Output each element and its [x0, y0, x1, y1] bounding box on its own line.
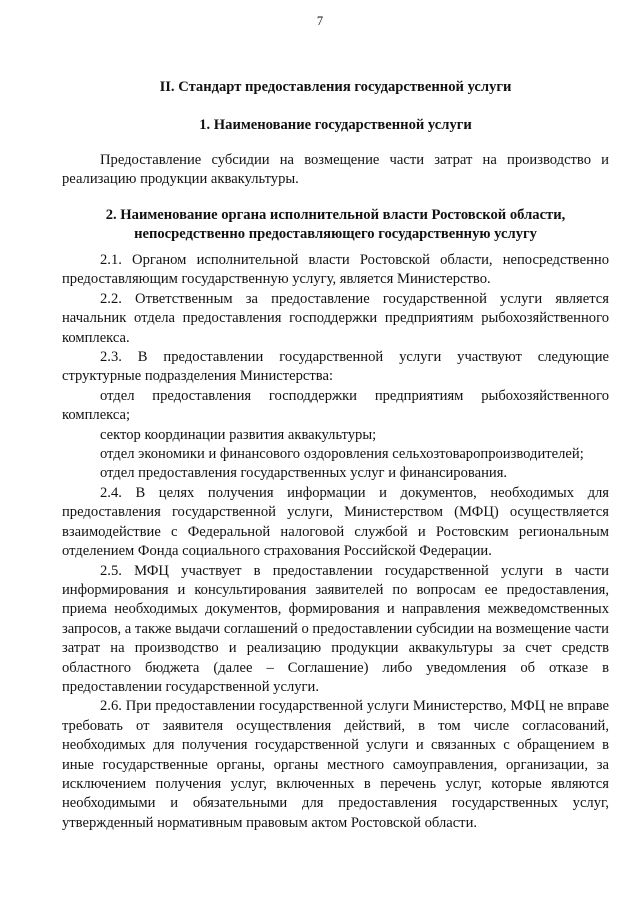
subsection-2-title-line2: непосредственно предоставляющего государственную услугу — [134, 226, 537, 242]
subsection-1-body — [62, 151, 609, 190]
paragraph: Предоставление субсидии на возмещение части затрат на производство и реализацию продукции аквакультуры. — [62, 152, 609, 188]
paragraph-2-1: 2.1. Органом исполнительной власти Ростовской области, непосредственно предоставляющим государственную услугу, является Министерство. — [62, 252, 609, 288]
list-item: отдел предоставления господдержки предприятиям рыбохозяйственного комплекса; — [62, 387, 609, 424]
section-title: II. Стандарт предоставления государственной услуги — [159, 79, 512, 95]
subsection-2-title-line1: 2. Наименование органа исполнительной власти Ростовской области, — [105, 207, 566, 223]
paragraph-2-4: 2.4. В целях получения информации и документов, необходимых для предоставления государственной услуги, Министерством (МФЦ) осуществляется взаимодействие с Федеральной налоговой службой и Ростовским региональным отделением Фонда социального страхования Российской Федерации. — [62, 484, 609, 560]
paragraph-2-6: 2.6. При предоставлении государственной услуги Министерство, МФЦ не вправе требовать от заявителя осуществления действий, в том числе согласований, необходимых для получения государственной услуги и связанных с обращением в иные государственные органы, органы местного самоуправления, организации, за исключением получения услуг, включенных в перечень услуг, которые являются необходимыми и обязательными для предоставления государственных услуг, утвержденный нормативным правовым актом Ростовской области. — [62, 698, 609, 831]
paragraph-2-2: 2.2. Ответственным за предоставление государственной услуги является начальник отдела предоставления господдержки предприятиям рыбохозяйственного комплекса. — [62, 290, 609, 346]
paragraph-2-3: 2.3. В предоставлении государственной услуги участвуют следующие структурные подразделения Министерства: — [62, 349, 609, 385]
list-item: отдел предоставления государственных услуг и финансирования. — [100, 465, 508, 482]
subsection-2-body — [62, 251, 609, 833]
subsection-1-title: 1. Наименование государственной услуги — [199, 117, 472, 133]
paragraph-2-5: 2.5. МФЦ участвует в предоставлении государственной услуги в части информирования и консультирования заявителей по вопросам ее предоставления, приема необходимых документов, формирования и направления межведомственных запросов, а также выдачи соглашений о предоставлении субсидии на возмещение части затрат на производство и реализацию продукции аквакультуры за счет средств областного бюджета (далее – Соглашение) либо уведомления об отказе в предоставлении государственной услуги. — [62, 562, 609, 695]
list-item: отдел экономики и финансового оздоровления сельхозтоваропроизводителей; — [100, 446, 584, 463]
list-item: сектор координации развития аквакультуры; — [100, 426, 377, 443]
page-number: 7 — [316, 14, 324, 28]
